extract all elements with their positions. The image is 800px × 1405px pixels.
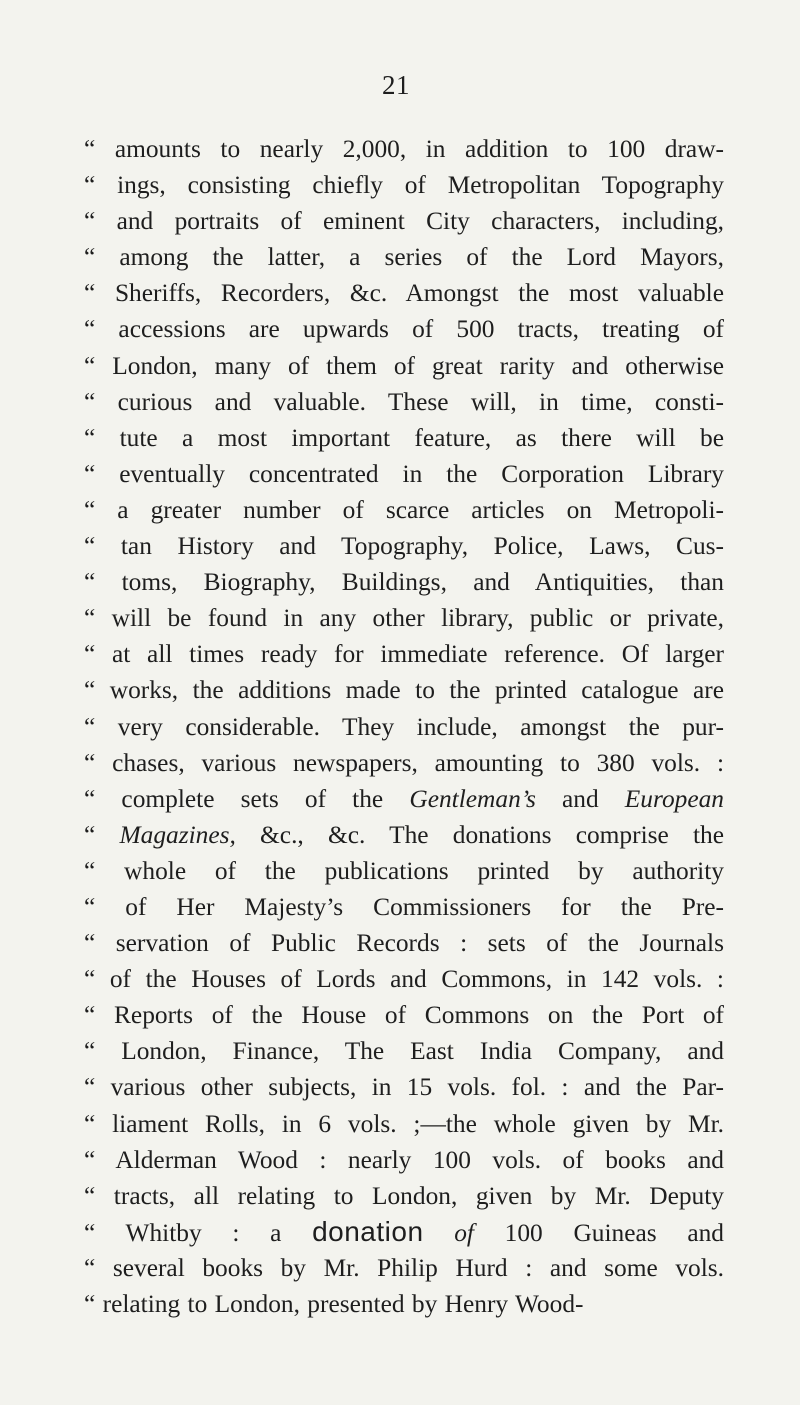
text-line: “ several books by Mr. Philip Hurd : and some vols. xyxy=(84,1253,724,1282)
text-segment: 100 Guineas and xyxy=(473,1218,724,1247)
text-line: “ toms, Biography, Buildings, and Antiquities, than xyxy=(84,568,724,597)
donation-word: donation xyxy=(312,1215,424,1247)
text-line: “ Reports of the House of Commons on the Port of xyxy=(84,1001,724,1030)
italic-title-gentlemans: Gentleman’s xyxy=(409,784,536,813)
text-line: “ works, the additions made to the printed catalogue are xyxy=(84,676,724,705)
text-line: “ Sheriffs, Recorders, &c. Amongst the most valuable xyxy=(84,279,724,308)
text-line: “ eventually concentrated in the Corporation Library xyxy=(84,459,724,488)
text-line: “ various other subjects, in 15 vols. fol. : and the Par- xyxy=(84,1073,724,1102)
text-line: “ tracts, all relating to London, given by Mr. Deputy xyxy=(84,1181,724,1210)
text-line: “ tute a most important feature, as there will be xyxy=(84,423,724,452)
italic-title-magazines: Magazines, xyxy=(119,820,236,849)
text-line: “ and portraits of eminent City characters, including, xyxy=(84,207,724,236)
text-line: “ London, Finance, The East India Company, and xyxy=(84,1037,724,1066)
text-segment: and xyxy=(535,784,625,813)
text-line: “ London, many of them of great rarity and otherwise xyxy=(84,351,724,380)
text-line: “ of the Houses of Lords and Commons, in 142 vols. : xyxy=(84,965,724,994)
text-segment: “ complete sets of the xyxy=(84,784,410,813)
body-text xyxy=(84,131,724,1322)
text-line: “ amounts to nearly 2,000, in addition to 100 draw- xyxy=(84,135,724,163)
text-line: “ chases, various newspapers, amounting to 380 vols. : xyxy=(84,748,724,777)
text-line: “ tan History and Topography, Police, Laws, Cus- xyxy=(84,532,724,561)
text-line: “ servation of Public Records : sets of the Journals xyxy=(84,929,724,958)
text-line: “ accessions are upwards of 500 tracts, treating of xyxy=(84,315,724,344)
text-line: “ relating to London, presented by Henry Wood- xyxy=(84,1290,584,1318)
italic-of: of xyxy=(423,1218,474,1247)
text-line: “ ings, consisting chiefly of Metropolitan Topography xyxy=(84,171,724,200)
text-line: “ a greater number of scarce articles on Metropoli- xyxy=(84,495,724,524)
text-line: “ liament Rolls, in 6 vols. ;—the whole given by Mr. xyxy=(84,1109,724,1138)
page-number: 21 xyxy=(382,70,410,100)
text-line: “ at all times ready for immediate reference. Of larger xyxy=(84,640,724,669)
text-line: “ very considerable. They include, amongst the pur- xyxy=(84,712,724,741)
text-line xyxy=(84,1214,724,1250)
text-line: “ of Her Majesty’s Commissioners for the Pre- xyxy=(84,892,724,921)
text-line xyxy=(84,781,724,817)
text-line: “ among the latter, a series of the Lord Mayors, xyxy=(84,243,724,272)
text-segment: &c., &c. The donations comprise the xyxy=(235,820,724,849)
text-line xyxy=(84,817,724,853)
text-line: “ will be found in any other library, public or private, xyxy=(84,604,724,633)
text-line: “ curious and valuable. These will, in time, consti- xyxy=(84,387,724,416)
text-line: “ whole of the publications printed by authority xyxy=(84,856,724,885)
text-segment: “ Whitby : a xyxy=(84,1218,313,1247)
italic-title-european: European xyxy=(624,784,724,813)
text-segment: “ xyxy=(84,820,120,849)
text-line: “ Alderman Wood : nearly 100 vols. of books and xyxy=(84,1145,724,1174)
